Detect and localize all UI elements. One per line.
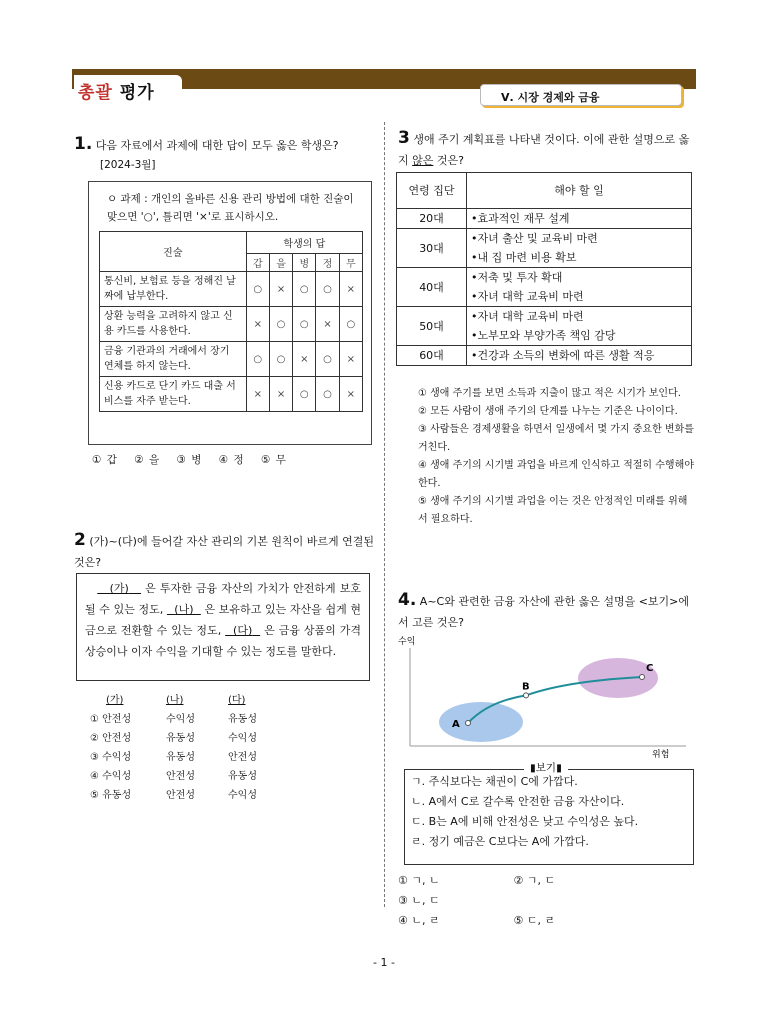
q2-option-c: 유동성 [228, 714, 257, 725]
q3-col-age: 연령 집단 [397, 173, 467, 209]
q1-mark: ○ [339, 307, 362, 342]
q2-passage [76, 573, 370, 681]
question-2 [74, 530, 374, 573]
q1-stmt: 금융 기관과의 거래에서 장기 연체를 하지 않는다. [100, 342, 247, 377]
q1-stmt: 상환 능력을 고려하지 않고 신용 카드를 사용한다. [100, 307, 247, 342]
q4-option[interactable]: ③ ㄴ, ㄷ [398, 894, 440, 907]
bogi-box [404, 769, 694, 865]
q1-stmt: 신용 카드로 단기 카드 대출 서비스를 자주 받는다. [100, 377, 247, 412]
q1-mark: ○ [246, 272, 269, 307]
q1-task: ㅇ 과제 : 개인의 올바른 신용 관리 방법에 대한 진술이 맞으면 '○', 틀리면 '×'로 표시하시오. [107, 193, 354, 223]
chapter-label: Ⅴ. 시장 경제와 금융 [480, 84, 682, 106]
question-2-text: (가)~(다)에 들어갈 자산 관리의 기본 원칙이 바르게 연결된 것은? [74, 535, 374, 569]
point-c [640, 675, 645, 680]
risk-return-chart [396, 636, 696, 760]
q2-option-b: 안전성 [166, 790, 195, 801]
q4-option[interactable]: ② ㄱ, ㄷ [513, 874, 556, 887]
q3-option[interactable]: ③ 사람들은 경제생활을 하면서 일생에서 몇 가지 중요한 변화를 거친다. [418, 424, 694, 453]
q1-student: 갑 [246, 254, 269, 272]
q3-age: 50대 [397, 307, 467, 346]
bogi-item: ㄷ. B는 A에 비해 안전성은 낮고 수익성은 높다. [411, 815, 639, 828]
q3-age: 30대 [397, 229, 467, 268]
x-axis-label: 위험 [652, 750, 670, 760]
q3-col-todo: 해야 할 일 [467, 173, 692, 209]
question-2-number: 2 [74, 530, 86, 550]
q1-options [92, 452, 298, 467]
q2-option-b: 안전성 [166, 771, 195, 782]
q3-option[interactable]: ④ 생애 주기의 시기별 과업을 바르게 인식하고 적절히 수행해야 한다. [418, 460, 694, 489]
q1-mark: ○ [293, 377, 316, 412]
q1-mark: × [269, 272, 292, 307]
q3-item: •노부모와 부양가족 책임 감당 [471, 329, 616, 342]
table-row [397, 307, 692, 346]
blank-da-label: (다) [233, 624, 253, 637]
bogi-item: ㄴ. A에서 C로 갈수록 안전한 금융 자산이다. [411, 795, 625, 808]
q3-age: 60대 [397, 346, 467, 366]
q3-item: •자녀 대학 교육비 마련 [471, 290, 584, 303]
q1-student: 정 [316, 254, 339, 272]
blank-na [167, 603, 201, 616]
q3-option[interactable]: ① 생애 주기를 보면 소득과 지출이 많고 적은 시기가 보인다. [418, 388, 681, 399]
q2-option-a: ④ 수익성 [90, 771, 132, 782]
q1-mark: ○ [269, 307, 292, 342]
point-label-b: B [522, 681, 530, 693]
q2-option-b: 수익성 [166, 714, 195, 725]
q1-mark: ○ [293, 307, 316, 342]
q1-mark: ○ [269, 342, 292, 377]
q1-option[interactable]: ⑤ 무 [261, 454, 286, 466]
q1-student: 을 [269, 254, 292, 272]
q1-mark: × [246, 377, 269, 412]
q1-mark: ○ [316, 342, 339, 377]
q1-mark: × [339, 272, 362, 307]
passage-part-2: 은 보유하고 있는 자산을 쉽게 현금으로 전환할 수 있는 정도, [85, 603, 361, 637]
q3-option[interactable]: ② 모든 사람이 생애 주기의 단계를 나누는 기준은 나이이다. [418, 406, 678, 417]
question-4 [398, 590, 696, 633]
question-3-text-c: 것은? [433, 154, 464, 167]
q1-table [99, 231, 363, 412]
q3-item: •자녀 출산 및 교육비 마련 [471, 232, 598, 245]
blank-na-label: (나) [174, 603, 194, 616]
q4-option[interactable]: ① ㄱ, ㄴ [398, 874, 440, 887]
q4-options [398, 871, 698, 931]
q1-mark: ○ [316, 272, 339, 307]
q3-age: 20대 [397, 209, 467, 229]
question-1-number: 1. [74, 134, 93, 154]
q1-data-box [88, 181, 372, 445]
table-row [100, 307, 363, 342]
q1-option[interactable]: ① 갑 [92, 454, 117, 466]
q3-item: •효과적인 재무 설계 [471, 212, 570, 225]
q2-option-c: 수익성 [228, 733, 257, 744]
q2-option[interactable] [90, 765, 290, 784]
q1-option[interactable]: ② 을 [134, 454, 160, 466]
q1-mark: × [293, 342, 316, 377]
q2-option-a: ② 안전성 [90, 733, 132, 744]
q1-mark: ○ [246, 342, 269, 377]
q1-mark: × [339, 342, 362, 377]
q2-col: (나) [166, 695, 184, 706]
q4-option[interactable]: ④ ㄴ, ㄹ [398, 914, 440, 927]
q1-mark: ○ [316, 377, 339, 412]
q1-option[interactable]: ③ 병 [176, 454, 202, 466]
blank-ga [97, 582, 141, 595]
table-row [100, 272, 363, 307]
q2-options-table [90, 689, 290, 803]
q2-option-c: 유동성 [228, 771, 257, 782]
table-row [100, 377, 363, 412]
column-divider [384, 122, 385, 907]
q2-option[interactable] [90, 784, 290, 803]
q3-item: •내 집 마련 비용 확보 [471, 251, 577, 264]
q2-option-c: 안전성 [228, 752, 257, 763]
q1-mark: × [316, 307, 339, 342]
page-number: - 1 - [373, 956, 395, 969]
question-1 [74, 134, 374, 156]
bogi-title: ▮보기▮ [524, 760, 568, 775]
section-title-highlight: 총괄 [78, 83, 113, 103]
q1-col-answers: 학생의 답 [246, 232, 362, 254]
q2-option[interactable] [90, 708, 290, 727]
passage-part-3: 은 금융 상품의 가격 상승이나 이자 수익을 기대할 수 있는 정도를 말한다. [85, 624, 361, 658]
q3-age: 40대 [397, 268, 467, 307]
q4-option[interactable]: ⑤ ㄷ, ㄹ [513, 914, 556, 927]
q3-table [396, 172, 692, 366]
q2-option-c: 수익성 [228, 790, 257, 801]
point-label-a: A [452, 719, 460, 730]
q1-mark: × [246, 307, 269, 342]
q1-col-stmt: 진술 [100, 232, 247, 272]
blank-da [225, 624, 260, 637]
section-title [74, 75, 182, 101]
table-row [397, 229, 692, 268]
q3-option[interactable]: ⑤ 생애 주기의 시기별 과업을 이는 것은 안정적인 미래를 위해서 필요하다. [418, 496, 688, 525]
q3-options [418, 385, 696, 529]
table-row [397, 346, 692, 366]
question-3-text-a: 생애 주기 계획표를 나타낸 것이다. 이에 관한 설명으로 옳지 [398, 133, 690, 167]
q1-mark: × [339, 377, 362, 412]
point-label-c: C [646, 663, 654, 674]
q2-option-a: ① 안전성 [90, 714, 132, 725]
q2-option-b: 유동성 [166, 752, 195, 763]
question-4-number: 4. [398, 590, 417, 610]
table-row [100, 342, 363, 377]
q2-col: (다) [228, 695, 246, 706]
question-3-number: 3 [398, 128, 410, 148]
question-1-text: 다음 자료에서 과제에 대한 답이 모두 옳은 학생은? [95, 139, 339, 152]
bogi-item: ㄹ. 정기 예금은 C보다는 A에 가깝다. [411, 835, 589, 848]
q1-option[interactable]: ④ 정 [218, 454, 244, 466]
passage-part-1: 은 투자한 금융 자산의 가치가 안전하게 보호될 수 있는 정도, [85, 582, 361, 616]
q3-item: •자녀 대학 교육비 마련 [471, 310, 584, 323]
q1-mark: ○ [293, 272, 316, 307]
question-1-source: [2024-3월] [100, 159, 156, 171]
section-title-rest: 평가 [119, 83, 155, 103]
q2-option[interactable] [90, 727, 290, 746]
q1-student: 무 [339, 254, 362, 272]
q2-option-a: ⑤ 유동성 [90, 790, 132, 801]
blank-ga-label: (가) [109, 582, 129, 595]
q3-item: •건강과 소득의 변화에 따른 생활 적응 [471, 349, 655, 362]
bogi-item: ㄱ. 주식보다는 채권이 C에 가깝다. [411, 775, 578, 788]
table-row [397, 209, 692, 229]
question-4-text: A~C와 관련한 금융 자산에 관한 옳은 설명을 <보기>에서 고른 것은? [398, 595, 690, 629]
q3-item: •저축 및 투자 확대 [471, 271, 563, 284]
question-3 [398, 128, 696, 171]
q2-option-a: ③ 수익성 [90, 752, 132, 763]
point-b [524, 693, 529, 698]
y-axis-label: 수익 [398, 637, 416, 647]
q2-option[interactable] [90, 746, 290, 765]
q2-option-b: 유동성 [166, 733, 195, 744]
q2-col: (가) [106, 695, 124, 706]
q1-mark: × [269, 377, 292, 412]
q1-stmt: 통신비, 보험료 등을 정해진 날짜에 납부한다. [100, 272, 247, 307]
point-a [466, 721, 471, 726]
question-3-text-b: 않은 [412, 154, 434, 167]
q1-student: 병 [293, 254, 316, 272]
table-row [397, 268, 692, 307]
